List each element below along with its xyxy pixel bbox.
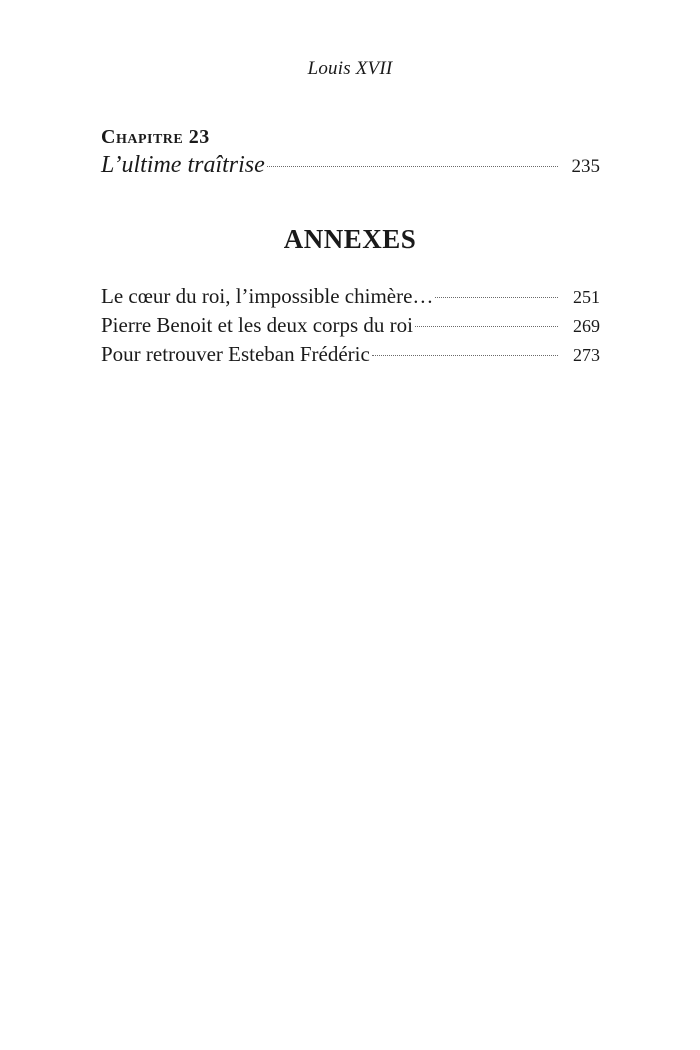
dot-leader: [267, 166, 558, 167]
dot-leader: [415, 326, 558, 327]
annex-list: [101, 282, 600, 369]
toc-entry-page: 269: [573, 316, 600, 336]
toc-entry-title: Pierre Benoit et les deux corps du roi: [101, 313, 414, 337]
toc-entry-title: Le cœur du roi, l’impossible chimère…: [101, 284, 434, 308]
chapter-label: Chapitre 23: [101, 126, 210, 148]
chapter-entry: [101, 124, 600, 182]
dot-leader: [435, 297, 558, 298]
toc-entry-title: Pour retrouver Esteban Frédéric: [101, 342, 370, 366]
toc-entry-title: L’ultime traîtrise: [101, 152, 265, 178]
toc-line-chapter[interactable]: [101, 150, 600, 182]
section-heading-annexes: ANNEXES: [283, 224, 417, 254]
toc-entry-page: 273: [573, 345, 600, 365]
toc-line-annex[interactable]: [101, 282, 600, 311]
toc-line-annex[interactable]: [101, 311, 600, 340]
dot-leader: [372, 355, 558, 356]
toc-line-annex[interactable]: [101, 340, 600, 369]
toc-entry-page: 235: [571, 156, 600, 177]
running-header: Louis XVII: [307, 58, 393, 79]
toc-entry-page: 251: [573, 287, 600, 307]
